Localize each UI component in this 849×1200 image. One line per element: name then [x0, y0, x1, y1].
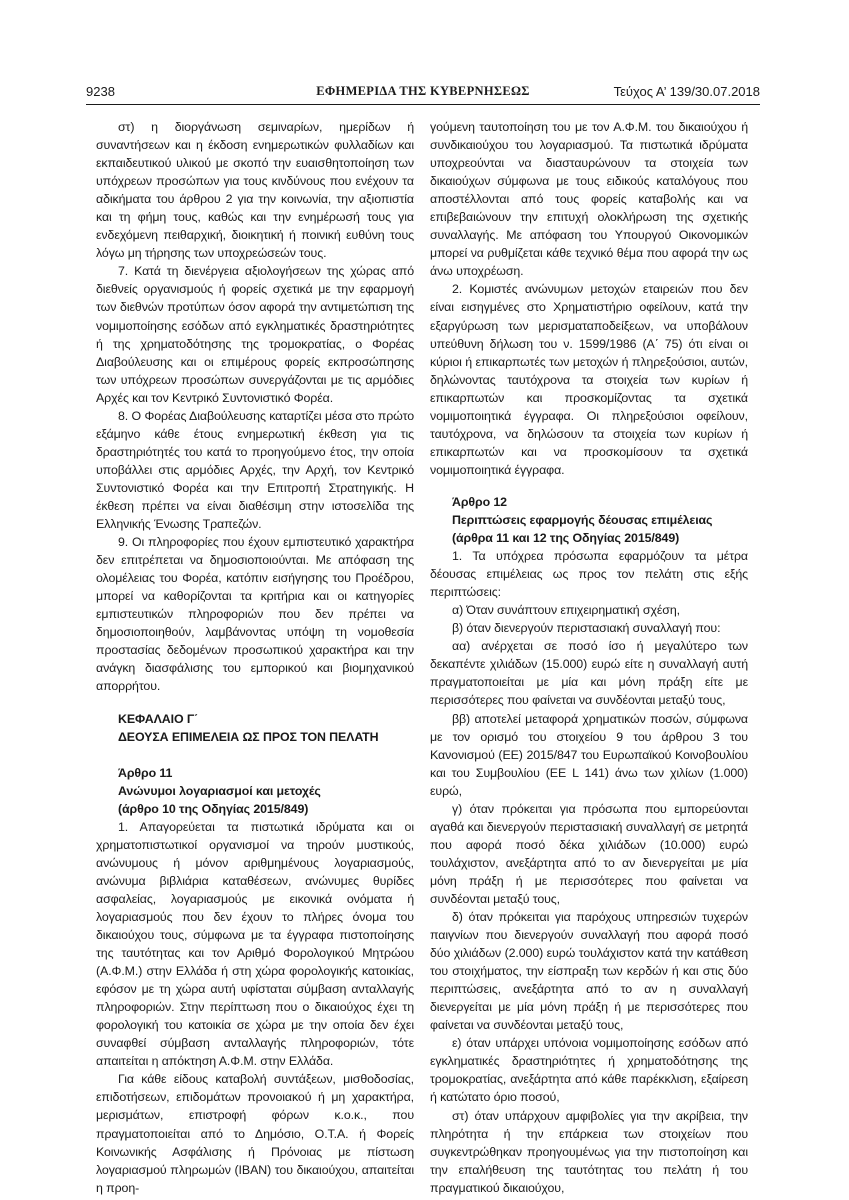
article-12-title: Περιπτώσεις εφαρμογής δέουσας επιμέλειας — [452, 512, 713, 527]
paragraph: ε) όταν υπάρχει υπόνοια νομιμοποίησης εσόδων από εγκληματικές δραστηριότητες ή χρηματοδότησης της τρομοκρατίας, ανεξάρτητα από κάθε παρέκκλιση, εξαίρεση ή κατώτατο όριο ποσού, — [430, 1036, 748, 1105]
gazette-title: ΕΦΗΜΕΡΙΔΑ ΤΗΣ ΚΥΒΕΡΝΗΣΕΩΣ — [316, 84, 530, 98]
article-12-label: Άρθρο 12 — [452, 494, 507, 509]
paragraph: δ) όταν πρόκειται για παρόχους υπηρεσιών τυχερών παιγνίων που διενεργούν συναλλαγή που αφορά ποσό δύο χιλιάδων (2.000) ευρώ τουλάχιστον κατά την κατάθεση του στοιχήματος, την είσπραξη των κερδών ή και στις δύο περιπτώσεις, ανεξάρτητα από το αν η συναλλαγή διενεργείται με μία μόνη πράξη ή με περισσότερες που φαίνεται να συνδέονται μεταξύ τους, — [430, 910, 748, 1033]
issue-reference: Τεύχος Α’ 139/30.07.2018 — [613, 84, 760, 99]
left-column — [96, 118, 414, 1197]
paragraph: 1. Απαγορεύεται τα πιστωτικά ιδρύματα και οι χρηματοπιστωτικοί οργανισμοί να τηρούν μυστικούς, ανώνυμους ή μόνον αριθμημένους λογαριασμούς, ανώνυμα βιβλιάρια καταθέσεων, ανώνυμες θυρίδες ασφαλείας, λογαριασμούς με εικονικά ονόματα ή λογαριασμούς που δεν έχουν το πλήρες όνομα του δικαιούχου τους, σύμφωνα με τα έγγραφα πιστοποίησης της ταυτότητας και τον Αριθμό Φορολογικού Μητρώου (Α.Φ.Μ.) στην Ελλάδα ή στη χώρα φορολογικής κατοικίας, εφόσον με τη χώρα αυτή υφίσταται σύμβαση ανταλλαγής πληροφοριών. Στην περίπτωση που ο δικαιούχος έχει τη φορολογική του κατοικία σε χώρα με την οποία δεν έχει συναφθεί σύμβαση ανταλλαγής πληροφοριών, τότε απαιτείται η απόκτηση Α.Φ.Μ. στην Ελλάδα. — [96, 819, 414, 1069]
paragraph: 9. Οι πληροφορίες που έχουν εμπιστευτικό χαρακτήρα δεν επιτρέπεται να δημοσιοποιούνται. Με απόφαση της ολομέλειας του Φορέα, κατόπιν εισήγησης του Προέδρου, μπορεί να καθορίζονται τα κριτήρια και οι κατηγορίες εμπιστευτικών πληροφοριών που δεν πρέπει να δημοσιοποιηθούν, λαμβάνοντας υπόψη τη νομοθεσία προστασίας δεδομένων προσωπικού χαρακτήρα και την ανάγκη διασφάλισης του εμπορικού και βιομηχανικού απορρήτου. — [96, 535, 414, 694]
article-12-reference: (άρθρα 11 και 12 της Οδηγίας 2015/849) — [452, 531, 680, 546]
chapter-label: ΚΕΦΑΛΑΙΟ Γ΄ — [118, 711, 199, 726]
paragraph: Για κάθε είδους καταβολή συντάξεων, μισθοδοσίας, επιδοτήσεων, επιδομάτων προνοιακού ή μη χαρακτήρα, μερισμάτων, επιστροφή φόρων κ.ο.κ., που πραγματοποιείται από το Δημόσιο, Ο.Τ.Α. ή Φορείς Κοινωνικής Ασφάλισης ή Πρόνοιας με πίστωση λογαριασμού πληρωμών (IBAN) του δικαιούχου, απαιτείται η προη- — [96, 1072, 414, 1195]
paragraph: 7. Κατά τη διενέργεια αξιολογήσεων της χώρας από διεθνείς οργανισμούς ή φορείς σχετικά με την εφαρμογή των διεθνών προτύπων όσον αφορά την αντιμετώπιση της νομιμοποίησης εσόδων από εγκληματικές δραστηριότητες ή της χρηματοδότησης της τρομοκρατίας, ο Φορέας Διαβούλευσης και οι επιμέρους φορείς εκπροσώπησης των υπόχρεων προσώπων συνεργάζονται με τις αρμόδιες Αρχές και τον Κεντρικό Συντονιστικό Φορέα. — [96, 264, 414, 405]
paragraph: 8. Ο Φορέας Διαβούλευσης καταρτίζει μέσα στο πρώτο εξάμηνο κάθε έτους ενημερωτική έκθεση για τις δραστηριότητές του κατά το προηγούμενο έτος, την οποία υποβάλλει στις αρμόδιες Αρχές, την Αρχή, τον Κεντρικό Συντονιστικό Φορέα και την Επιτροπή Στρατηγικής. Η έκθεση πρέπει να είναι διαθέσιμη στην ιστοσελίδα της Ελληνικής Ένωσης Τραπεζών. — [96, 408, 414, 532]
page-number: 9238 — [86, 84, 115, 99]
article-11-reference: (άρθρο 10 της Οδηγίας 2015/849) — [118, 801, 309, 816]
chapter-title: ΔΕΟΥΣΑ ΕΠΙΜΕΛΕΙΑ ΩΣ ΠΡΟΣ ΤΟΝ ΠΕΛΑΤΗ — [118, 729, 379, 744]
paragraph: αα) ανέρχεται σε ποσό ίσο ή μεγαλύτερο των δεκαπέντε χιλιάδων (15.000) ευρώ είτε η συναλλαγή αυτή πραγματοποιείται με μία και μόνη πράξη είτε με περισσότερες που φαίνεται να συνδέονται μεταξύ τους, — [430, 639, 748, 708]
paragraph: 1. Τα υπόχρεα πρόσωπα εφαρμόζουν τα μέτρα δέουσας επιμέλειας ως προς τον πελάτη στις εξής περιπτώσεις: — [430, 549, 748, 600]
article-11-title: Ανώνυμοι λογαριασμοί και μετοχές — [118, 783, 321, 798]
paragraph: ββ) αποτελεί μεταφορά χρηματικών ποσών, σύμφωνα με τον ορισμό του στοιχείου 9 του άρθρου 3 του Κανονισμού (ΕΕ) 2015/847 του Ευρωπαϊκού Κοινοβουλίου και του Συμβουλίου (ΕΕ L 141) άνω των χιλίων (1.000) ευρώ, — [430, 711, 748, 798]
paragraph: α) Όταν συνάπτουν επιχειρηματική σχέση, — [452, 603, 680, 618]
paragraph: β) όταν διενεργούν περιστασιακή συναλλαγή που: — [452, 621, 721, 636]
header-rule — [86, 104, 760, 105]
right-column — [430, 118, 748, 1197]
page-header — [86, 84, 760, 104]
paragraph: γ) όταν πρόκειται για πρόσωπα που εμπορεύονται αγαθά και διενεργούν περιστασιακή συναλλαγή σε μετρητά που αφορά ποσό δέκα χιλιάδων (10.000) ευρώ τουλάχιστον, ανεξάρτητα από το αν διενεργείται με μία μόνη πράξη ή με περισσότερες που φαίνεται να συνδέονται μεταξύ τους, — [430, 801, 748, 906]
paragraph: γούμενη ταυτοποίηση του με τον Α.Φ.Μ. του δικαιούχου ή συνδικαιούχου του λογαριασμού. Τα πιστωτικά ιδρύματα υποχρεούνται να διασταυρώνουν τα στοιχεία των δικαιούχων σύμφωνα με τους ειδικούς καταλόγους που αποστέλλονται από τους φορείς καταβολής και να επιβεβαιώνουν την επιτυχή ολοκλήρωση της σχετικής συναλλαγής. Με απόφαση του Υπουργού Οικονομικών μπορεί να ρυθμίζεται κάθε τεχνικό θέμα που αφορά την ως άνω υποχρέωση. — [430, 120, 748, 279]
paragraph: στ) όταν υπάρχουν αμφιβολίες για την ακρίβεια, την πληρότητα ή την επάρκεια των στοιχείων που συγκεντρώθηκαν προηγουμένως για την πιστοποίηση και την επαλήθευση της ταυτότητας του πελάτη ή του πραγματικού δικαιούχου, — [430, 1108, 748, 1195]
article-11-label: Άρθρο 11 — [118, 765, 173, 780]
paragraph: στ) η διοργάνωση σεμιναρίων, ημερίδων ή συναντήσεων και η έκδοση ενημερωτικών φυλλαδίων και εκπαιδευτικού υλικού με σκοπό την ευαισθητοποίηση των υπόχρεων προσώπων για τους κινδύνους που ενέχουν τα αδικήματα του άρθρου 2 για την κοινωνία, την αξιοπιστία και τη φήμη τους, καθώς και την ενημέρωσή τους για ενδεχόμενη πειθαρχική, διοικητική ή ποινική ευθύνη τους λόγω μη τήρησης των υποχρεώσεών τους. — [96, 120, 414, 261]
paragraph: 2. Κομιστές ανώνυμων μετοχών εταιρειών που δεν είναι εισηγμένες στο Χρηματιστήριο οφείλουν, κατά την εξαργύρωση των μερισματαποδείξεων, να υποβάλουν υπεύθυνη δήλωση του ν. 1599/1986 (Α΄ 75) ότι είναι οι κύριοι ή επικαρπωτές των μετοχών ή πληρεξούσιοι, αυτών, δηλώνοντας ταυτόχρονα τα στοιχεία των κυρίων ή επικαρπωτών και προσκομίζοντας τα σχετικά νομιμοποιητικά έγγραφα. Οι πληρεξούσιοι οφείλουν, ταυτόχρονα, να δηλώσουν τα στοιχεία των κυρίων ή επικαρπωτών και να προσκομίσουν τα σχετικά νομιμοποιητικά έγγραφα. — [430, 282, 748, 477]
